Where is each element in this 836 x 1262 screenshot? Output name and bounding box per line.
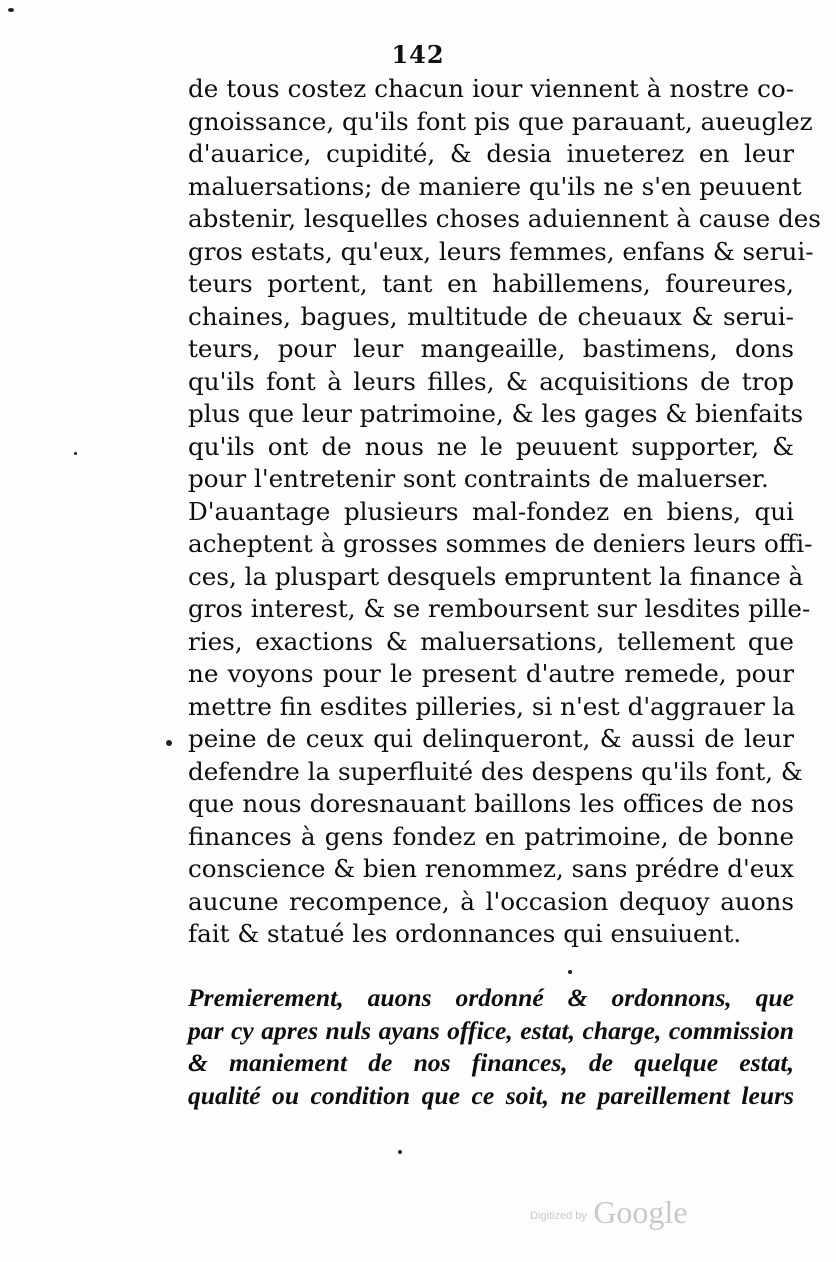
text-line: finances à gens fondez en patrimoine, de bonne xyxy=(188,821,794,851)
body-paragraph xyxy=(188,73,821,951)
text-line: defendre la superfluité des despens qu'ils font, & xyxy=(188,756,803,786)
text-line: qu'ils font à leurs filles, & acquisitions de trop xyxy=(188,366,794,396)
italic-line: & maniement de nos finances, de quelque estat, xyxy=(188,1048,794,1077)
text-line: ries, exactions & maluersations, tellement que xyxy=(188,626,794,656)
digitized-by-watermark xyxy=(530,1194,688,1231)
text-line: D'auantage plusieurs mal-fondez en biens, qui xyxy=(188,496,794,526)
watermark-brand: Google xyxy=(593,1194,688,1230)
text-line: fait & statué les ordonnances qui ensuiuent. xyxy=(188,919,742,948)
text-line: conscience & bien renommez, sans prédre d'eux xyxy=(188,854,794,883)
ink-speck xyxy=(398,1150,402,1154)
text-line: teurs, pour leur mangeaille, bastimens, dons xyxy=(188,334,794,363)
text-line: d'auarice, cupidité, & desia inueterez en leur xyxy=(188,139,794,168)
text-line: qu'ils ont de nous ne le peuuent supporter, & xyxy=(188,431,794,461)
italic-line: par cy apres nuls ayans office, estat, charge, commission xyxy=(188,1015,794,1045)
text-line: ces, la pluspart desquels empruntent la finance à xyxy=(188,561,804,591)
text-line: maluersations; de maniere qu'ils ne s'en peuuent xyxy=(188,171,802,201)
text-line: gros estats, qu'eux, leurs femmes, enfans & serui- xyxy=(188,236,814,266)
text-line: que nous doresnauant baillons les offices de nos xyxy=(188,789,794,818)
ink-speck xyxy=(8,8,14,12)
text-line: gnoissance, qu'ils font pis que parauant, aueuglez xyxy=(188,106,813,136)
text-line: mettre fin esdites pilleries, si n'est d'aggrauer la xyxy=(188,691,796,721)
ink-speck xyxy=(166,740,172,746)
page-number: 142 xyxy=(391,40,445,69)
watermark-prefix: Digitized by xyxy=(530,1210,587,1222)
italic-line: qualité ou condition que ce soit, ne pareillement leurs xyxy=(188,1080,794,1110)
italic-line: Premierement, auons ordonné & ordonnons, que xyxy=(188,983,794,1012)
text-line: abstenir, lesquelles choses aduiennent à cause des xyxy=(188,204,821,233)
text-line: peine de ceux qui delinqueront, & aussi de leur xyxy=(188,724,794,753)
text-line: ne voyons pour le present d'autre remede, pour xyxy=(188,659,794,688)
text-line: de tous costez chacun iour viennent à nostre co- xyxy=(188,74,794,103)
text-line: plus que leur patrimoine, & les gages & bienfaits xyxy=(188,399,804,428)
text-line: gros interest, & se remboursent sur lesdites pille- xyxy=(188,594,811,623)
text-line: acheptent à grosses sommes de deniers leurs offi- xyxy=(188,529,813,558)
ink-speck xyxy=(568,970,572,974)
text-line: teurs portent, tant en habillemens, foureures, xyxy=(188,269,794,298)
text-line: chaines, bagues, multitude de cheuaux & serui- xyxy=(188,301,794,331)
ink-speck xyxy=(74,452,77,455)
text-line: aucune recompence, à l'occasion dequoy auons xyxy=(188,886,794,916)
ordinance-paragraph xyxy=(188,981,794,1111)
text-line: pour l'entretenir sont contraints de maluerser. xyxy=(188,464,769,493)
